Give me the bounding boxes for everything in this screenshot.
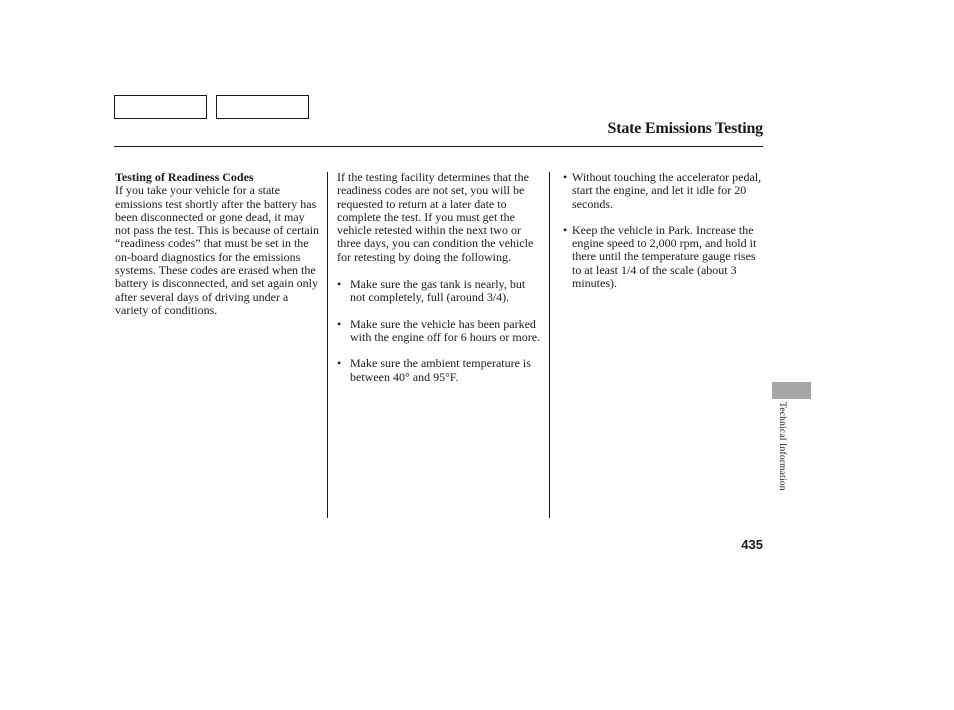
column-1 — [115, 171, 321, 317]
column-2-bullet-list — [337, 278, 541, 384]
list-item — [563, 224, 763, 290]
list-item — [337, 357, 541, 384]
column-3-bullet-list — [563, 171, 763, 290]
column-3 — [563, 171, 763, 303]
section-heading: Testing of Readiness Codes — [115, 170, 254, 184]
bullet-icon: • — [563, 222, 568, 237]
nav-box-right[interactable] — [216, 95, 309, 119]
list-item-text: Make sure the gas tank is nearly, but not completely, full (around 3/4). — [350, 277, 526, 305]
bullet-icon: • — [563, 170, 568, 184]
page-title: State Emissions Testing — [607, 120, 763, 137]
column-2-intro: If the testing facility determines that the readiness codes are not set, you will be requested to return at a later date to complete the test. If you must get the vehicle retested within the next two or three days, you can condition the vehicle for retesting by doing the following. — [337, 170, 534, 264]
bullet-icon: • — [337, 277, 342, 292]
list-item-text: Make sure the ambient temperature is between 40° and 95°F. — [350, 356, 531, 384]
list-item-text: Keep the vehicle in Park. Increase the engine speed to 2,000 rpm, and hold it there until the temperature gauge rises to at least 1/4 of the scale (about 3 minutes). — [572, 222, 757, 291]
list-item — [337, 278, 541, 305]
list-item-text: Without touching the accelerator pedal, start the engine, and let it idle for 20 seconds. — [572, 170, 762, 211]
bullet-icon: • — [337, 356, 342, 371]
section-tab-label: Technical Information — [777, 402, 787, 491]
title-rule — [114, 146, 763, 147]
nav-box-left[interactable] — [114, 95, 207, 119]
column-divider-1 — [327, 172, 328, 518]
column-2 — [337, 171, 541, 397]
column-1-body: If you take your vehicle for a state emissions test shortly after the battery has been disconnected or gone dead, it may not pass the test. This is because of certain “readiness codes” that must be set in the on-board diagnostics for the emissions systems. These codes are erased when the battery is disconnected, and set again only after several days of driving under a variety of conditions. — [115, 183, 320, 317]
list-item-text: Make sure the vehicle has been parked with the engine off for 6 hours or more. — [350, 316, 541, 344]
list-item — [337, 318, 541, 345]
list-item — [563, 171, 763, 211]
bullet-icon: • — [337, 316, 342, 331]
section-tab[interactable] — [772, 382, 811, 399]
page-number: 435 — [741, 537, 763, 552]
column-divider-2 — [549, 172, 550, 518]
